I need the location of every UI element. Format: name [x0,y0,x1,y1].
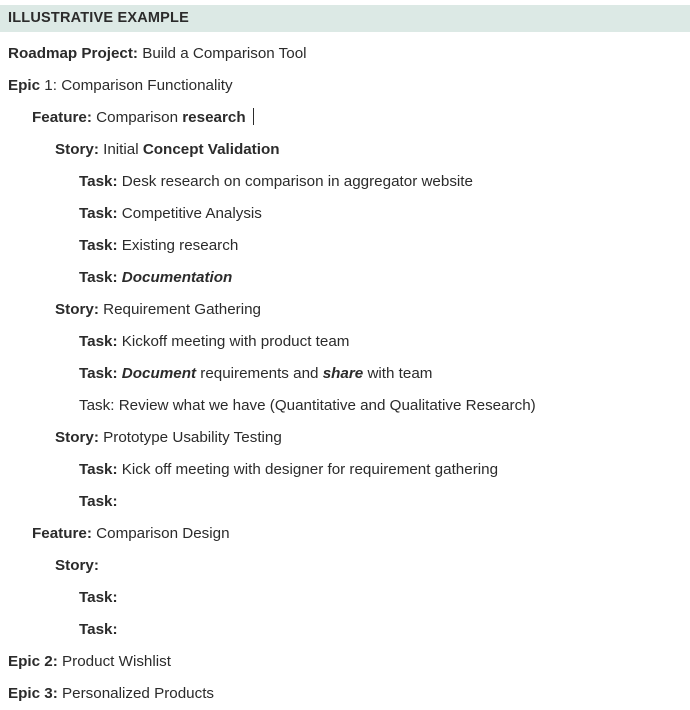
outline-row[interactable] [0,582,690,614]
outline-row[interactable] [0,70,690,102]
outline-row[interactable] [0,198,690,230]
outline-row-label: Story: [55,557,99,574]
outline-row-label: Task: [79,397,115,414]
illustrative-example-banner [0,5,690,32]
outline-row-value: Desk research on comparison in aggregator website [121,173,473,190]
outline-row-label: Feature: [32,525,92,542]
outline-row-label: Task: [79,333,118,350]
outline-row-value: Requirement Gathering [103,301,261,318]
outline-row-value-tail: with team [363,365,433,382]
outline-row[interactable] [0,102,690,134]
outline-row[interactable] [0,646,690,678]
roadmap-outline [0,38,690,710]
outline-row[interactable] [0,262,690,294]
text-cursor-caret [253,108,254,125]
outline-row-value: Personalized Products [62,685,215,702]
outline-row-value: Initial [103,141,143,158]
outline-row-value-emphasis: Concept Validation [142,141,280,158]
outline-row-value: Documentation [121,269,233,286]
outline-row-value: Review what we have (Quantitative and Qualitative Research) [118,397,536,414]
outline-row[interactable] [0,294,690,326]
outline-row-label: Task: [79,237,118,254]
outline-row-label: Task: [79,493,118,510]
outline-row-value-emphasis: Document [121,365,197,382]
outline-row-label: Story: [55,141,99,158]
outline-row[interactable] [0,358,690,390]
outline-row-value: Comparison Design [96,525,230,542]
outline-row-label: Roadmap Project: [8,45,138,62]
outline-row[interactable] [0,550,690,582]
outline-row-label: Epic [8,77,41,94]
outline-row[interactable] [0,422,690,454]
outline-row-label: Epic 2: [8,653,58,670]
outline-row[interactable] [0,166,690,198]
outline-row-label: Task: [79,269,118,286]
outline-row-label: Story: [55,301,99,318]
outline-row[interactable] [0,518,690,550]
outline-row-value: Build a Comparison Tool [142,45,307,62]
outline-row-label: Task: [79,461,118,478]
outline-row[interactable] [0,454,690,486]
outline-row[interactable] [0,38,690,70]
outline-row[interactable] [0,486,690,518]
outline-row-value: Kickoff meeting with product team [121,333,350,350]
outline-row[interactable] [0,134,690,166]
outline-row-value: Kick off meeting with designer for requirement gathering [121,461,499,478]
outline-row-value: Comparison Functionality [61,77,233,94]
outline-row-label-suffix: 1: [40,77,57,94]
outline-row[interactable] [0,390,690,422]
outline-row-label: Feature: [32,109,92,126]
outline-row-label: Epic 3: [8,685,58,702]
outline-row[interactable] [0,678,690,710]
outline-row-label: Task: [79,621,118,638]
outline-row-value: Competitive Analysis [121,205,262,222]
outline-row-value: requirements and [196,365,323,382]
outline-row-value: Existing research [121,237,239,254]
outline-row[interactable] [0,230,690,262]
outline-row-value-emphasis: share [322,365,364,382]
outline-row-label: Task: [79,589,118,606]
outline-row-value: Prototype Usability Testing [103,429,282,446]
outline-row-label: Task: [79,365,118,382]
outline-row-label: Task: [79,173,118,190]
outline-row[interactable] [0,326,690,358]
outline-row-value: Comparison [96,109,183,126]
outline-row-label: Story: [55,429,99,446]
outline-row-label: Task: [79,205,118,222]
outline-row-value-emphasis: research [182,109,246,126]
outline-row[interactable] [0,614,690,646]
outline-row-value: Product Wishlist [62,653,171,670]
banner-title: ILLUSTRATIVE EXAMPLE [8,10,189,27]
